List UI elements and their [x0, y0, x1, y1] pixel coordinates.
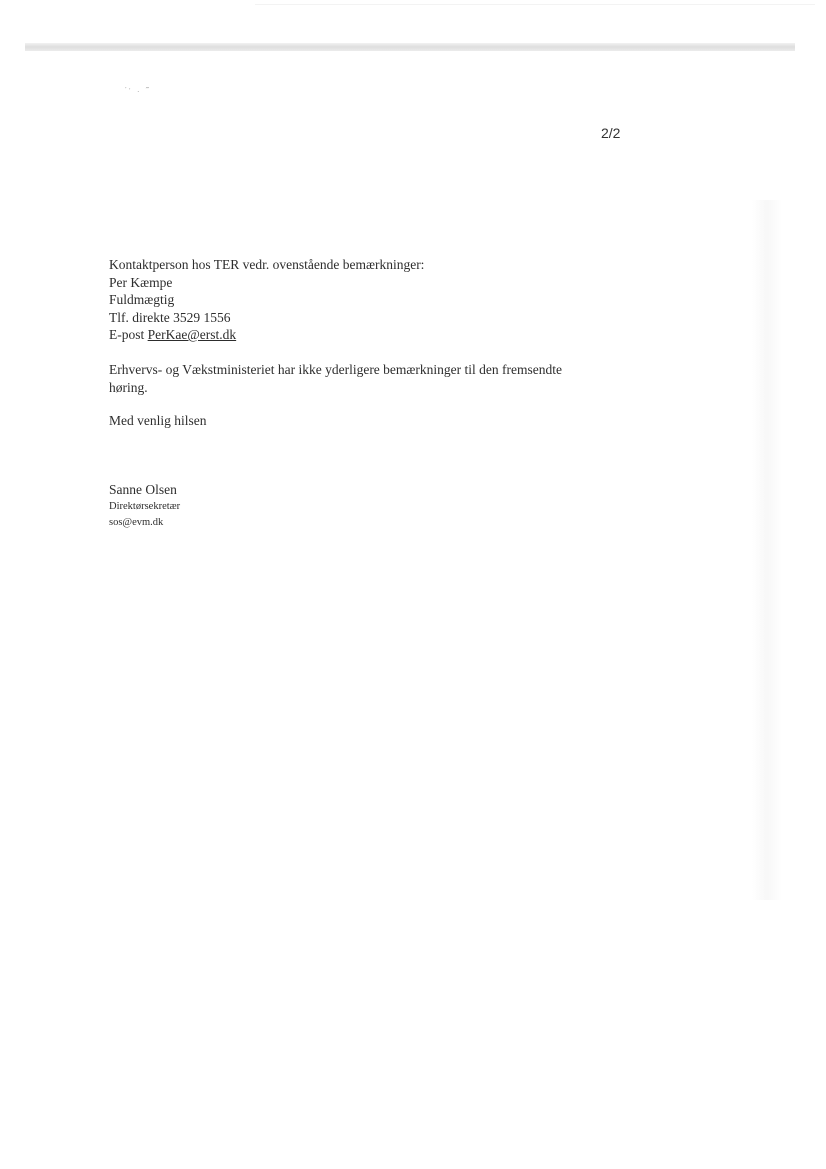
contact-email-prefix: E-post: [109, 327, 148, 342]
contact-heading: Kontaktperson hos TER vedr. ovenstående bemærkninger:: [109, 257, 425, 272]
signature-block: [109, 481, 180, 531]
statement-paragraph: Erhvervs- og Vækstministeriet har ikke yderligere bemærkninger til den fremsendte høring.: [109, 362, 563, 395]
closing-salutation: Med venlig hilsen: [109, 413, 207, 428]
scan-smudge: [752, 200, 782, 900]
contact-email-link[interactable]: PerKae@erst.dk: [147, 327, 237, 342]
signature-title: Direktørsekretær: [109, 500, 181, 512]
contact-name: Per Kæmpe: [109, 274, 173, 290]
page-number: 2/2: [601, 125, 621, 141]
scan-specks: ′ˑ . ‴: [125, 86, 152, 94]
contact-title: Fuldmægtig: [109, 292, 175, 307]
contact-email-line: [109, 326, 424, 344]
contact-block: [109, 256, 424, 344]
signature-name: Sanne Olsen: [109, 482, 177, 497]
signature-email: sos@evm.dk: [109, 516, 164, 528]
fax-header-band: [25, 43, 795, 51]
contact-phone: Tlf. direkte 3529 1556: [109, 309, 231, 325]
scan-artifact-line: [255, 4, 815, 5]
